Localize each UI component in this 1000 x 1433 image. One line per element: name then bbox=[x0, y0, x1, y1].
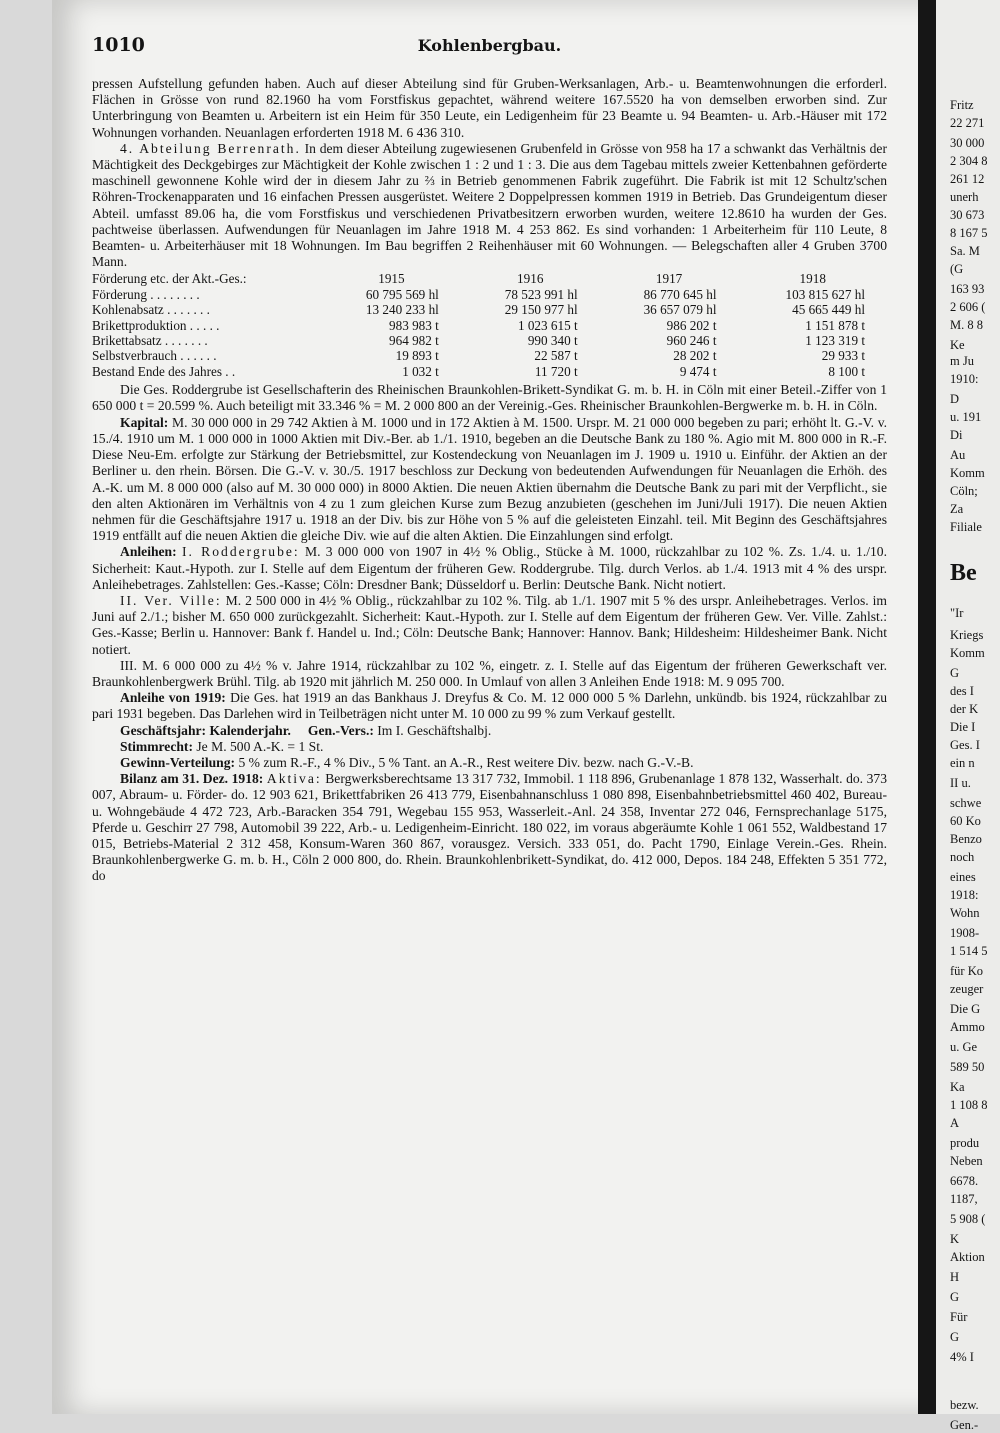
fragment-text: Be bbox=[950, 560, 977, 586]
cell-value: 964 982 t bbox=[389, 333, 439, 349]
fragment-text: ein n bbox=[950, 756, 975, 770]
fragment-text: G bbox=[950, 1330, 960, 1344]
fragment-text: (G bbox=[950, 262, 964, 276]
table-row bbox=[92, 348, 887, 363]
syndikat-paragraph: Die Ges. Roddergrube ist Gesellschafterin des Rheinischen Braunkohlen-Brikett-Syndikat G. m. b. H. in Cöln mit einer Beteil.-Ziffer von 1 650 000 t = 20.599 %. Auch beteiligt mit 33.346 % = M. 2 000 800 an der Vereinig.-Ges. Rheinischer Braunkohlen-Bergwerke m. b. H. in Cöln. bbox=[92, 382, 887, 414]
fragment-text: Ka bbox=[950, 1080, 965, 1094]
fragment-text: unerh bbox=[950, 190, 979, 204]
stimmrecht-line bbox=[92, 739, 887, 755]
bilanz-text: Bergwerksberechtsame 13 317 732, Immobil. 1 118 896, Grubenanlage 1 878 132, Wasserhalt. do. 373 007, Abraum- u. Förder- do. 12 903 621, Brikettfabriken 26 413 779, Eisenbahnanschluss 1 080 898, Eisenbahnbetriebsmittel 460 402, Bureau- u. Wohngebäude 4 472 723, Arb.-Baracken 354 791, Wegebau 155 953, Wasserleit.-Anl. 24 358, Inventar 272 046, Fernsprechanlage 5175, Pferde u. Geschirr 27 798, Automobil 39 222, Arb.- u. Ledigenheim-Einricht. 180 022, im voraus abgeräumte Kohle 1 061 552, Waldbestand 17 015, Betriebs-Material 2 312 458, Konsum-Waren 360 867, vorausgez. Versich. 333 051, do. Pacht 1790, Einlage Verein.-Ges. Rhein. Braunkohlenbergwerke G. m. b. H., Cöln 2 000 800, do. Rhein. Braunkohlenbrikett-Syndikat, do. 412 000, Depos. 184 248, Effekten 5 351 772, do bbox=[92, 771, 888, 884]
cell-value: 22 587 t bbox=[534, 348, 578, 364]
fragment-text: 1 108 8 bbox=[950, 1098, 988, 1112]
fragment-text: 1918: bbox=[950, 888, 979, 902]
fragment-text: Ammo bbox=[950, 1020, 985, 1034]
fragment-text: A bbox=[950, 1116, 960, 1130]
fragment-text: zeuger bbox=[950, 982, 984, 996]
fragment-text: Benzo bbox=[950, 832, 982, 846]
cell-value: 983 983 t bbox=[389, 317, 439, 333]
fragment-text: 1 514 5 bbox=[950, 944, 988, 958]
gewinn-paragraph bbox=[92, 755, 887, 771]
fragment-text: H bbox=[950, 1270, 960, 1284]
cell-value: 13 240 233 hl bbox=[365, 302, 439, 318]
anleihe-1919-paragraph bbox=[92, 690, 887, 722]
cell-value: 990 340 t bbox=[527, 333, 578, 349]
row-label: Brikettproduktion . . . . . bbox=[92, 317, 220, 333]
anleihe-i-lead: I. Roddergrube: bbox=[181, 544, 300, 560]
stimmrecht-value: Je M. 500 A.-K. = 1 St. bbox=[196, 738, 324, 754]
geschaeftsjahr-value: Kalenderjahr. bbox=[209, 722, 291, 738]
kapital-paragraph bbox=[92, 415, 887, 545]
fragment-text: Gen.- bbox=[950, 1418, 979, 1432]
fragment-text: 60 Ko bbox=[950, 814, 981, 828]
fragment-text: 261 12 bbox=[950, 172, 985, 186]
fragment-text: Neben bbox=[950, 1154, 983, 1168]
bilanz-paragraph bbox=[92, 771, 887, 884]
cell-value: 28 202 t bbox=[673, 348, 717, 364]
fragment-text: 1908- bbox=[950, 926, 980, 940]
gewinn-value: 5 % zum R.-F., 4 % Div., 5 % Tant. an A.-R., Rest weitere Div. bezw. nach G.-V.-B. bbox=[238, 754, 694, 770]
fragment-text: Die G bbox=[950, 1002, 981, 1016]
fragment-text: II u. bbox=[950, 776, 971, 790]
cell-value: 11 720 t bbox=[534, 363, 578, 379]
fragment-text: 22 271 bbox=[950, 116, 985, 130]
table-row bbox=[92, 318, 887, 333]
fragment-text: u. 191 bbox=[950, 410, 982, 424]
fragment-text: 1187, bbox=[950, 1192, 978, 1206]
cell-value: 103 815 627 hl bbox=[785, 286, 865, 302]
fragment-text: Au bbox=[950, 448, 966, 462]
fragment-text: 163 93 bbox=[950, 282, 985, 296]
cell-value: 36 657 079 hl bbox=[643, 302, 717, 318]
fragment-text: Za bbox=[950, 502, 964, 516]
fragment-text: K bbox=[950, 1232, 960, 1246]
geschaeftsjahr-line bbox=[92, 723, 887, 739]
cell-value: 45 665 449 hl bbox=[792, 302, 865, 318]
cell-value: 29 150 977 hl bbox=[504, 302, 578, 318]
article-body bbox=[92, 76, 887, 885]
cell-value: 1 032 t bbox=[402, 363, 439, 379]
cell-value: 960 246 t bbox=[666, 333, 717, 349]
anleihe-iii-paragraph: III. M. 6 000 000 zu 4½ % v. Jahre 1914, rückzahlbar zu 102 %, eingetr. z. I. Stelle auf das Eigentum der früheren Gewerkschaft ver. Braunkohlenbergwerk Brühl. Tilg. ab 1920 mit jährlich M. 250 000. In Umlauf von allen 3 Anleihen Ende 1918: M. 9 095 700. bbox=[92, 657, 887, 689]
fragment-text: bezw. bbox=[950, 1398, 979, 1412]
fragment-text: 2 304 8 bbox=[950, 154, 988, 168]
year-header: 1918 bbox=[799, 271, 826, 287]
intro-paragraph: pressen Aufstellung gefunden haben. Auch auf dieser Abteilung sind für Gruben-Werksanlagen, Arb.- u. Beamtenwohnungen die erforderl. Flächen in Grösse von rund 82.1960 ha vom Forstfiskus gepachtet, während weitere 167.5520 ha von demselben erworben sind. Zur Unterbringung von Beamten u. Arbeitern ist ein Heim für 350 Leute, ein Ledigenheim für 23 Beamte u. 94 Beamten- u. Arb.-Häuser mit 172 Wohnungen vorhanden. Neuanlagen erforderten 1918 M. 6 436 310. bbox=[92, 76, 887, 140]
fragment-text: Wohn bbox=[950, 906, 980, 920]
stimmrecht-label: Stimmrecht: bbox=[120, 738, 193, 754]
page-number: 1010 bbox=[92, 34, 145, 56]
gv-value: Im I. Geschäftshalbj. bbox=[377, 722, 492, 738]
fragment-text: u. Ge bbox=[950, 1040, 978, 1054]
anleihe-1919-label: Anleihe von 1919: bbox=[120, 690, 226, 706]
fragment-text: 6678. bbox=[950, 1174, 979, 1188]
geschaeftsjahr-label: Geschäftsjahr: bbox=[120, 722, 207, 738]
fragment-text: eines bbox=[950, 870, 976, 884]
fragment-text: Sa. M bbox=[950, 244, 980, 258]
fragment-text: für Ko bbox=[950, 964, 983, 978]
section-lead: 4. Abteilung Berrenrath. bbox=[120, 140, 301, 156]
anleihe-1919-text: Die Ges. hat 1919 an das Bankhaus J. Dreyfus & Co. M. 12 000 000 5 % Darlehn, unkündb. bis 1924, rückzahlbar zu pari 1931 begeben. Das Darlehen wird in Teilbeträgen nicht unter M. 10 000 zu 99 % zum Verkauf gestellt. bbox=[92, 690, 887, 722]
kapital-text: M. 30 000 000 in 29 742 Aktien à M. 1000 und in 172 Aktien à M. 1500. Urspr. M. 21 000 000 begeben zu pari; erhöht lt. G.-V. v. 15./4. 1910 um M. 1 000 000 in 1000 Aktien mit Div.-Ber. ab 1./1. 1910, begeben an die Deutsche Bank zu 180 %. Agio mit M. 800 000 in R.-F. Diese Neu-Em. erfolgte zur Stärkung der Betriebsmittel, zur Kostendeckung von Neuanlagen im J. 1909 u. 1910 u. Einführ. der Aktien an der Berliner u. den rhein. Börsen. Die G.-V. v. 30./5. 1917 beschloss zur Deckung von bedeutenden Aufwendungen für Neuanlagen die Erhöh. des A.-K. um M. 8 000 000 (also auf M. 30 000 000) in 8000 Aktien. Die neuen Aktien übernahm die Deutsche Bank zu pari mit der Verpflicht., sie den alten Aktionären im Verhältnis von 4 zu 1 zum gleichen Kurse zum Bezug anzubieten (geschehen im Juni/Juli 1917). Die neuen Aktien nehmen für die Geschäftsjahre 1917 u. 1918 an der Div. bis zur Höhe von 5 % auf die geleisteten Einzahl. teil. Mit Beginn des Geschäftsjahres 1919 entfällt auf die neuen Aktien die gleiche Div. wie auf die alten Aktien. Die Einzahlungen sind erfolgt. bbox=[92, 414, 888, 544]
row-label: Kohlenabsatz . . . . . . . bbox=[92, 302, 210, 318]
table-row bbox=[92, 364, 887, 379]
fragment-text: Ke bbox=[950, 338, 965, 352]
fragment-text: Fritz bbox=[950, 98, 974, 112]
table-head-label: Förderung etc. der Akt.-Ges.: bbox=[92, 271, 247, 287]
fragment-text: Für bbox=[950, 1310, 968, 1324]
fragment-text: m Ju bbox=[950, 354, 974, 368]
fragment-text: 5 908 ( bbox=[950, 1212, 986, 1226]
row-label: Selbstverbrauch . . . . . . bbox=[92, 348, 217, 364]
fragment-text: G bbox=[950, 666, 960, 680]
cell-value: 1 023 615 t bbox=[517, 317, 578, 333]
fragment-text: Ges. I bbox=[950, 738, 980, 752]
fragment-text: 2 606 ( bbox=[950, 300, 986, 314]
gewinn-label: Gewinn-Verteilung: bbox=[120, 754, 236, 770]
fragment-text: 589 50 bbox=[950, 1060, 985, 1074]
cell-value: 29 933 t bbox=[821, 348, 865, 364]
table-row bbox=[92, 333, 887, 348]
cell-value: 19 893 t bbox=[395, 348, 439, 364]
fragment-text: "Ir bbox=[950, 606, 964, 620]
aktiva-label: Aktiva: bbox=[266, 771, 322, 787]
fragment-text: der K bbox=[950, 702, 979, 716]
fragment-text: 4% I bbox=[950, 1350, 974, 1364]
fragment-text: 1910: bbox=[950, 372, 979, 386]
fragment-text: Filiale bbox=[950, 520, 982, 534]
fragment-text: Di bbox=[950, 428, 963, 442]
cell-value: 9 474 t bbox=[679, 363, 717, 379]
fragment-text: Komm bbox=[950, 466, 985, 480]
cell-value: 1 123 319 t bbox=[805, 333, 865, 349]
anleihen-label: Anleihen: bbox=[120, 544, 177, 560]
page-header bbox=[92, 34, 887, 58]
fragment-text: M. 8 8 bbox=[950, 318, 983, 332]
table-row bbox=[92, 302, 887, 317]
adjacent-page-fragment bbox=[936, 0, 1000, 1432]
fragment-text: D bbox=[950, 392, 960, 406]
anleihe-i-text: M. 3 000 000 von 1907 in 4½ % Oblig., Stücke à M. 1000, rückzahlbar zu 102 %. Zs. 1./4. u. 1./10. Sicherheit: Kaut.-Hypoth. zur I. Stelle auf dem Eigentum der früheren Gew. Roddergrube. Tilg. durch Verlos. ab 1./4. 1913 mit 4 % des urspr. Anleihebetrages. Zahlstellen: Ges.-Kasse; Cöln: Dresdner Bank; Düsseldorf u. Berlin: Deutsche Bank. Nicht notiert. bbox=[92, 544, 887, 592]
bilanz-label: Bilanz am 31. Dez. 1918: bbox=[120, 771, 264, 787]
fragment-text: Kriegs bbox=[950, 628, 984, 642]
fragment-text: Die I bbox=[950, 720, 976, 734]
table-row bbox=[92, 287, 887, 302]
fragment-text: Cöln; bbox=[950, 484, 978, 498]
row-label: Förderung . . . . . . . . bbox=[92, 286, 200, 302]
production-table bbox=[92, 271, 887, 379]
fragment-text: noch bbox=[950, 850, 975, 864]
year-header: 1917 bbox=[655, 271, 683, 287]
fragment-text: 30 673 bbox=[950, 208, 985, 222]
anleihe-ii-paragraph bbox=[92, 593, 887, 658]
fragment-text: schwe bbox=[950, 796, 982, 810]
cell-value: 8 100 t bbox=[828, 363, 865, 379]
cell-value: 986 202 t bbox=[666, 317, 717, 333]
year-header: 1915 bbox=[378, 271, 405, 287]
section-text: In dem dieser Abteilung zugewiesenen Grubenfeld in Grösse von 958 ha 17 a schwankt das Verhältnis der Mächtigkeit des Deckgebirges zur Mächtigkeit der Kohle zwischen 1 : 2 und 1 : 3. Die aus dem Tagebau mittels zweier Kettenbahnen geförderte maschinell gewonnene Kohle wird der in diesem Jahr zu ⅔ in Betrieb genommenen Fabrik zugeführt. Die Fabrik ist mit 12 Schultz'schen Röhren-Trockenapparaten und 16 einfachen Pressen ausgerüstet. Weitere 2 Doppelpressen kommen 1919 in Betrieb. Das Grundeigentum dieser Abteil. umfasst 89.06 ha, die vom Forstfiskus und verschiedenen Privatbesitzern erworben wurden, weitere 12.8610 ha wurden der Ges. pachtweise überlassen. Aufwendungen für Neuanlagen im Jahre 1918 M. 4 253 862. Es sind vorhanden: 1 Arbeiterheim für 110 Leute, 8 Beamten- u. Arbeiterhäuser mit 18 Wohnungen. Im Bau begriffen 2 Reihenhäuser mit 60 Wohnungen. — Belegschaften aller 4 Gruben 3700 Mann. bbox=[92, 140, 887, 270]
fragment-text: Aktion bbox=[950, 1250, 985, 1264]
kapital-label: Kapital: bbox=[120, 414, 169, 430]
fragment-text: 30 000 bbox=[950, 136, 985, 150]
cell-value: 60 795 569 hl bbox=[365, 286, 439, 302]
gv-label: Gen.-Vers.: bbox=[307, 722, 374, 738]
fragment-text: G bbox=[950, 1290, 960, 1304]
book-gutter bbox=[918, 0, 936, 1414]
running-title: Kohlenbergbau. bbox=[417, 36, 562, 55]
year-header: 1916 bbox=[517, 271, 544, 287]
cell-value: 86 770 645 hl bbox=[643, 286, 717, 302]
table-header-row bbox=[92, 271, 887, 286]
row-label: Brikettabsatz . . . . . . . bbox=[92, 333, 208, 349]
anleihe-ii-text: M. 2 500 000 in 4½ % Oblig., rückzahlbar zu 102 %. Tilg. ab 1./1. 1907 mit 5 % des urspr. Anleihebetrages. Verlos. im Juni auf 2./1.; bisher M. 650 000 zurückgezahlt. Sicherheit: Kaut.-Hypoth. zur I. Stelle auf dem Eigentum der früheren Gew. Ver. Ville. Zahlst.: Ges.-Kasse; Berlin u. Hannover: Bank f. Handel u. Ind.; Cöln: Deutsche Bank; Hannover: Hannov. Bank; Hildesheim: Hildesheimer Bank. Nicht notiert. bbox=[92, 592, 887, 657]
anleihen-paragraph bbox=[92, 544, 887, 593]
cell-value: 78 523 991 hl bbox=[504, 286, 578, 302]
fragment-text: produ bbox=[950, 1136, 980, 1150]
row-label: Bestand Ende des Jahres . . bbox=[92, 363, 236, 379]
fragment-text: des I bbox=[950, 684, 974, 698]
cell-value: 1 151 878 t bbox=[805, 317, 865, 333]
section-berrenrath bbox=[92, 141, 887, 271]
anleihe-ii-lead: II. Ver. Ville: bbox=[120, 592, 222, 608]
fragment-text: 8 167 5 bbox=[950, 226, 988, 240]
fragment-text: Komm bbox=[950, 646, 985, 660]
